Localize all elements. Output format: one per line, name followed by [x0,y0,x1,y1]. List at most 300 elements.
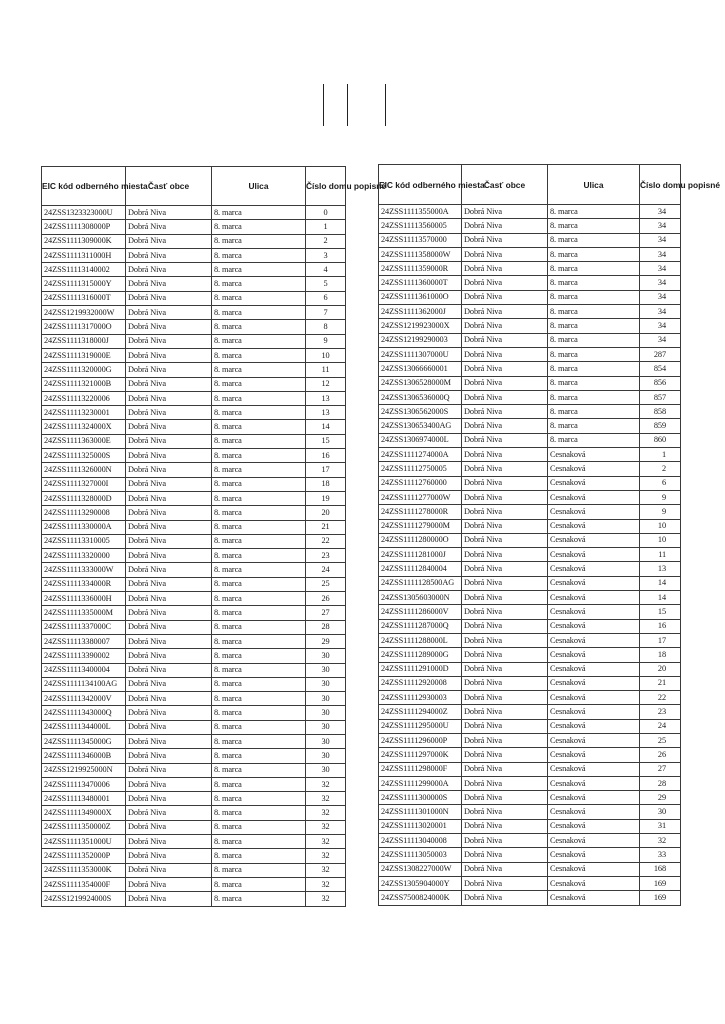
cell-number: 34 [640,219,681,233]
table-row [379,876,681,890]
cell-eic: 24ZSS1306536000Q [379,390,462,404]
cell-number: 18 [306,477,346,491]
cell-number: 6 [306,291,346,305]
cell-number: 25 [640,733,681,747]
cell-street: 8. marca [548,233,640,247]
cell-part: Dobrá Niva [126,777,212,791]
cell-number: 6 [640,476,681,490]
table-row [42,720,346,734]
cell-street: 8. marca [212,606,306,620]
cell-street: 8. marca [548,247,640,261]
cell-eic: 24ZSS11113390002 [42,649,126,663]
cell-number: 34 [640,333,681,347]
cell-number: 287 [640,347,681,361]
cell-number: 10 [306,348,346,362]
cell-number: 34 [640,233,681,247]
cell-part: Dobrá Niva [462,705,548,719]
table-row [379,219,681,233]
cell-eic: 24ZSS11113380007 [42,634,126,648]
table-row [379,233,681,247]
cell-number: 30 [306,692,346,706]
cell-number: 12 [306,377,346,391]
cell-number: 169 [640,876,681,890]
cell-eic: 24ZSS1111319000E [42,348,126,362]
cell-eic: 24ZSS1111328000D [42,491,126,505]
cell-eic: 24ZSS1111281000J [379,548,462,562]
cell-part: Dobrá Niva [126,863,212,877]
table-row [379,290,681,304]
cell-street: 8. marca [212,749,306,763]
cell-street: 8. marca [212,577,306,591]
table-row [379,791,681,805]
cell-number: 26 [640,748,681,762]
margin-mark [385,84,386,126]
cell-part: Dobrá Niva [126,248,212,262]
cell-street: Cesnaková [548,676,640,690]
table-row [42,534,346,548]
cell-part: Dobrá Niva [126,263,212,277]
table-row [42,706,346,720]
cell-street: 8. marca [212,820,306,834]
cell-eic: 24ZSS1111351000U [42,835,126,849]
cell-street: 8. marca [212,649,306,663]
cell-part: Dobrá Niva [462,490,548,504]
table-row [379,748,681,762]
table-row [42,806,346,820]
cell-eic: 24ZSS1111128500AG [379,576,462,590]
header-number: Číslo domu popisné [640,165,681,205]
cell-street: 8. marca [212,792,306,806]
cell-part: Dobrá Niva [462,591,548,605]
cell-number: 168 [640,862,681,876]
cell-number: 9 [640,490,681,504]
cell-street: 8. marca [212,206,306,220]
table-body [379,205,681,906]
cell-eic: 24ZSS1111291000D [379,662,462,676]
cell-eic: 24ZSS1111362000J [379,305,462,319]
cell-eic: 24ZSS7500824000K [379,891,462,905]
cell-eic: 24ZSS1111278000R [379,505,462,519]
eic-table-right [378,164,721,906]
table-row [42,420,346,434]
cell-eic: 24ZSS1306528000M [379,376,462,390]
table-row [379,862,681,876]
table-row [379,834,681,848]
table-row [42,677,346,691]
cell-number: 8 [306,320,346,334]
cell-street: 8. marca [212,348,306,362]
cell-part: Dobrá Niva [462,219,548,233]
table-row [379,333,681,347]
cell-street: 8. marca [212,477,306,491]
cell-part: Dobrá Niva [126,677,212,691]
cell-eic: 24ZSS1219923000X [379,319,462,333]
cell-eic: 24ZSS1111350000Z [42,820,126,834]
cell-number: 7 [306,306,346,320]
cell-number: 30 [306,720,346,734]
table-row [379,319,681,333]
table-row [42,792,346,806]
table-row [42,634,346,648]
table-header [42,167,387,206]
cell-part: Dobrá Niva [126,634,212,648]
table-body [42,206,346,907]
cell-part: Dobrá Niva [462,576,548,590]
table-row [42,406,346,420]
cell-eic: 24ZSS1111274000A [379,448,462,462]
cell-part: Dobrá Niva [462,505,548,519]
table-row [42,206,346,220]
table-row [42,434,346,448]
cell-street: Cesnaková [548,748,640,762]
cell-eic: 24ZSS1111358000W [379,247,462,261]
table-row [42,334,346,348]
cell-part: Dobrá Niva [126,506,212,520]
cell-number: 14 [640,591,681,605]
cell-street: Cesnaková [548,490,640,504]
cell-number: 21 [640,676,681,690]
cell-part: Dobrá Niva [126,449,212,463]
cell-part: Dobrá Niva [462,533,548,547]
cell-street: 8. marca [212,720,306,734]
cell-number: 856 [640,376,681,390]
cell-number: 17 [306,463,346,477]
cell-eic: 24ZSS1111308000P [42,220,126,234]
cell-number: 10 [640,519,681,533]
cell-number: 32 [306,835,346,849]
cell-part: Dobrá Niva [126,649,212,663]
cell-number: 5 [306,277,346,291]
cell-number: 9 [640,505,681,519]
cell-part: Dobrá Niva [126,720,212,734]
cell-part: Dobrá Niva [462,791,548,805]
cell-number: 15 [306,434,346,448]
table-row [379,676,681,690]
cell-street: Cesnaková [548,834,640,848]
cell-part: Dobrá Niva [462,433,548,447]
cell-eic: 24ZSS1111300000S [379,791,462,805]
table-row [42,663,346,677]
cell-number: 32 [306,863,346,877]
cell-number: 15 [640,605,681,619]
cell-street: 8. marca [212,506,306,520]
table-row [42,734,346,748]
cell-eic: 24ZSS1111307000U [379,347,462,361]
cell-part: Dobrá Niva [126,234,212,248]
cell-part: Dobrá Niva [462,562,548,576]
cell-eic: 24ZSS1111294000Z [379,705,462,719]
cell-eic: 24ZSS1219924000S [42,892,126,906]
cell-number: 23 [640,705,681,719]
table-row [379,390,681,404]
cell-eic: 24ZSS130653400AG [379,419,462,433]
cell-number: 13 [306,406,346,420]
cell-eic: 24ZSS1111288000L [379,633,462,647]
cell-street: 8. marca [212,306,306,320]
cell-part: Dobrá Niva [462,834,548,848]
cell-eic: 24ZSS1111321000B [42,377,126,391]
table-row [379,648,681,662]
table-row [42,463,346,477]
cell-street: 8. marca [212,777,306,791]
cell-part: Dobrá Niva [462,462,548,476]
cell-number: 1 [306,220,346,234]
cell-number: 32 [306,806,346,820]
cell-eic: 24ZSS1111333000W [42,563,126,577]
cell-part: Dobrá Niva [462,376,548,390]
cell-eic: 24ZSS11113310005 [42,534,126,548]
cell-street: 8. marca [212,263,306,277]
cell-street: 8. marca [212,277,306,291]
table-row [42,563,346,577]
cell-part: Dobrá Niva [462,605,548,619]
table-row [42,220,346,234]
cell-part: Dobrá Niva [462,548,548,562]
cell-number: 34 [640,247,681,261]
cell-eic: 24ZSS1111330000A [42,520,126,534]
cell-eic: 24ZSS1111335000M [42,606,126,620]
cell-street: 8. marca [212,677,306,691]
table-row [42,277,346,291]
table-row [42,263,346,277]
table-row [42,606,346,620]
cell-street: 8. marca [548,376,640,390]
table-row [42,849,346,863]
cell-number: 30 [306,677,346,691]
cell-street: Cesnaková [548,805,640,819]
cell-eic: 24ZSS11112760000 [379,476,462,490]
cell-number: 22 [306,534,346,548]
cell-part: Dobrá Niva [462,419,548,433]
cell-number: 854 [640,362,681,376]
cell-street: Cesnaková [548,448,640,462]
cell-part: Dobrá Niva [462,719,548,733]
cell-eic: 24ZSS11113480001 [42,792,126,806]
cell-part: Dobrá Niva [126,534,212,548]
cell-street: Cesnaková [548,719,640,733]
cell-part: Dobrá Niva [462,405,548,419]
cell-number: 32 [640,834,681,848]
cell-number: 9 [306,334,346,348]
cell-number: 857 [640,390,681,404]
cell-eic: 24ZSS1111349000X [42,806,126,820]
cell-eic: 24ZSS1111327000I [42,477,126,491]
cell-street: Cesnaková [548,791,640,805]
table-row [42,577,346,591]
cell-number: 4 [306,263,346,277]
table-row [379,419,681,433]
table-row [379,262,681,276]
cell-street: Cesnaková [548,476,640,490]
cell-number: 13 [640,562,681,576]
cell-street: 8. marca [548,333,640,347]
cell-number: 13 [306,391,346,405]
cell-street: Cesnaková [548,848,640,862]
cell-street: Cesnaková [548,891,640,905]
cell-part: Dobrá Niva [126,606,212,620]
table-row [379,719,681,733]
cell-number: 2 [306,234,346,248]
cell-number: 14 [306,420,346,434]
cell-part: Dobrá Niva [126,663,212,677]
cell-part: Dobrá Niva [126,306,212,320]
cell-part: Dobrá Niva [126,820,212,834]
cell-number: 858 [640,405,681,419]
table-row [379,591,681,605]
eic-table-left [41,166,387,907]
table-row [42,863,346,877]
header-eic: EIC kód odberného miesta [379,165,462,205]
cell-eic: 24ZSS1111360000T [379,276,462,290]
cell-number: 10 [640,533,681,547]
cell-part: Dobrá Niva [126,734,212,748]
cell-part: Dobrá Niva [126,420,212,434]
cell-eic: 24ZSS11112840004 [379,562,462,576]
cell-number: 1 [640,448,681,462]
table-row [379,376,681,390]
table-row [42,892,346,906]
cell-street: 8. marca [212,549,306,563]
cell-part: Dobrá Niva [126,391,212,405]
table-row [379,533,681,547]
table-row [379,519,681,533]
table-row [379,733,681,747]
cell-number: 20 [306,506,346,520]
cell-eic: 24ZSS1323323000U [42,206,126,220]
cell-eic: 24ZSS1111299000A [379,776,462,790]
table-row [379,276,681,290]
cell-part: Dobrá Niva [126,206,212,220]
table-row [379,619,681,633]
cell-number: 32 [306,792,346,806]
table-row [42,306,346,320]
cell-eic: 24ZSS1111324000X [42,420,126,434]
cell-number: 24 [640,719,681,733]
cell-eic: 24ZSS1111134100AG [42,677,126,691]
cell-number: 16 [306,449,346,463]
cell-street: 8. marca [212,234,306,248]
cell-number: 34 [640,305,681,319]
cell-street: 8. marca [212,620,306,634]
cell-number: 18 [640,648,681,662]
cell-street: Cesnaková [548,776,640,790]
cell-number: 32 [306,849,346,863]
header-street: Ulica [548,165,640,205]
cell-number: 28 [306,620,346,634]
cell-number: 34 [640,262,681,276]
table-row [379,562,681,576]
cell-part: Dobrá Niva [126,620,212,634]
cell-number: 30 [306,749,346,763]
table-row [42,620,346,634]
cell-part: Dobrá Niva [462,819,548,833]
cell-street: 8. marca [212,849,306,863]
cell-number: 21 [306,520,346,534]
table-row [42,506,346,520]
cell-eic: 24ZSS1111354000F [42,877,126,891]
cell-street: 8. marca [212,734,306,748]
cell-street: Cesnaková [548,562,640,576]
cell-part: Dobrá Niva [462,262,548,276]
table-row [379,247,681,261]
cell-eic: 24ZSS1111315000Y [42,277,126,291]
cell-eic: 24ZSS11113040008 [379,834,462,848]
cell-street: 8. marca [548,347,640,361]
cell-street: Cesnaková [548,548,640,562]
cell-street: 8. marca [212,220,306,234]
cell-street: Cesnaková [548,876,640,890]
cell-eic: 24ZSS1111297000K [379,748,462,762]
cell-part: Dobrá Niva [462,748,548,762]
cell-eic: 24ZSS1111287000Q [379,619,462,633]
cell-number: 2 [640,462,681,476]
cell-eic: 24ZSS1111280000O [379,533,462,547]
cell-street: Cesnaková [548,591,640,605]
table-row [42,549,346,563]
cell-street: 8. marca [548,305,640,319]
table-row [379,305,681,319]
cell-part: Dobrá Niva [126,491,212,505]
cell-eic: 24ZSS1111352000P [42,849,126,863]
cell-street: 8. marca [212,592,306,606]
cell-part: Dobrá Niva [126,434,212,448]
cell-street: 8. marca [212,835,306,849]
cell-eic: 24ZSS1111344000L [42,720,126,734]
cell-street: 8. marca [212,692,306,706]
table-row [42,777,346,791]
cell-part: Dobrá Niva [462,448,548,462]
cell-eic: 24ZSS13066660001 [379,362,462,376]
table-row [42,449,346,463]
cell-eic: 24ZSS11113290008 [42,506,126,520]
cell-eic: 24ZSS1111311000H [42,248,126,262]
cell-street: 8. marca [548,390,640,404]
cell-eic: 24ZSS11113020001 [379,819,462,833]
cell-part: Dobrá Niva [462,662,548,676]
cell-eic: 24ZSS1111343000Q [42,706,126,720]
cell-eic: 24ZSS1305603000N [379,591,462,605]
table-row [379,633,681,647]
cell-street: Cesnaková [548,633,640,647]
cell-eic: 24ZSS11113470006 [42,777,126,791]
cell-part: Dobrá Niva [126,348,212,362]
cell-street: 8. marca [212,491,306,505]
cell-number: 32 [306,777,346,791]
cell-eic: 24ZSS11113400004 [42,663,126,677]
table-row [379,490,681,504]
cell-part: Dobrá Niva [462,891,548,905]
cell-number: 29 [306,634,346,648]
cell-street: 8. marca [212,892,306,906]
cell-eic: 24ZSS1111361000O [379,290,462,304]
table-row [379,691,681,705]
cell-number: 34 [640,276,681,290]
cell-street: 8. marca [212,706,306,720]
cell-street: 8. marca [548,405,640,419]
cell-part: Dobrá Niva [126,706,212,720]
cell-part: Dobrá Niva [462,205,548,219]
table-row [42,835,346,849]
cell-street: Cesnaková [548,533,640,547]
cell-part: Dobrá Niva [126,849,212,863]
cell-number: 11 [306,363,346,377]
table-row [42,348,346,362]
cell-street: 8. marca [212,806,306,820]
cell-street: 8. marca [548,219,640,233]
cell-part: Dobrá Niva [126,806,212,820]
cell-street: 8. marca [212,520,306,534]
cell-part: Dobrá Niva [126,463,212,477]
